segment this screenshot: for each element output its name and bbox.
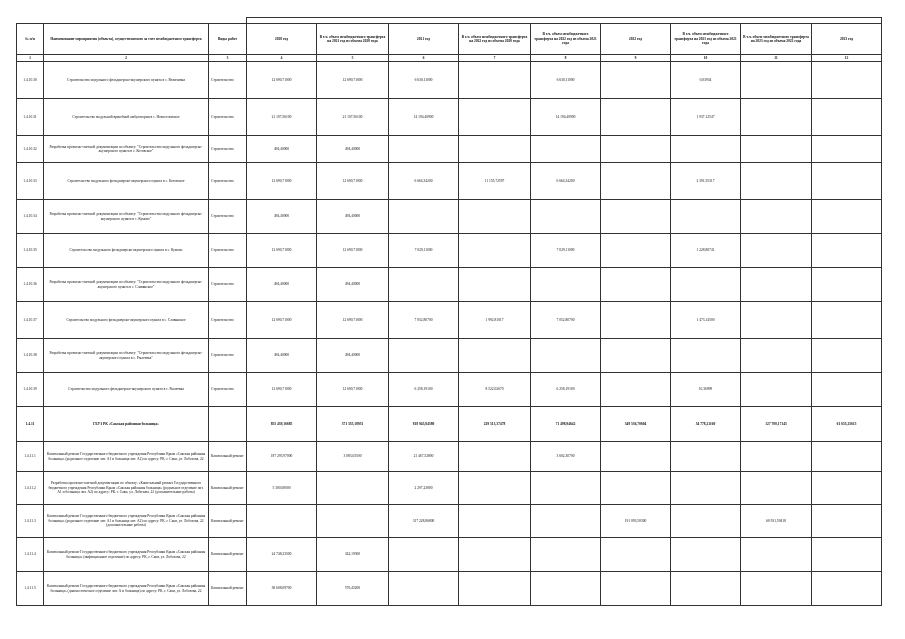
value-cell bbox=[389, 268, 459, 302]
value-cell bbox=[531, 268, 601, 302]
value-cell: 2 391,55317 bbox=[671, 163, 741, 200]
table-row bbox=[17, 234, 882, 268]
value-cell: 494,40000 bbox=[317, 136, 389, 163]
value-cell bbox=[812, 268, 882, 302]
table-row bbox=[17, 99, 882, 136]
column-number: 11 bbox=[741, 55, 812, 62]
value-cell: 2 297,23800 bbox=[389, 472, 459, 505]
table-row bbox=[17, 62, 882, 99]
row-name: Капитальный ремонт Государственного бюджетного учреждения Республики Крым «Сакская районная больница» (инфекционное отделение) по адресу: РК, г. Саки, ул. Лобозова, 22 bbox=[44, 538, 209, 572]
value-cell: 494,40000 bbox=[247, 339, 317, 373]
value-cell bbox=[812, 373, 882, 407]
value-cell: 1 937,12547 bbox=[671, 99, 741, 136]
value-cell: 6 258,19100 bbox=[389, 373, 459, 407]
row-index: 1.4.10.37 bbox=[17, 302, 44, 339]
budget-table bbox=[16, 17, 882, 606]
value-cell bbox=[601, 572, 671, 606]
value-cell bbox=[741, 302, 812, 339]
value-cell: 6 664,34200 bbox=[389, 163, 459, 200]
row-index: 1.4.10.30 bbox=[17, 62, 44, 99]
value-cell: 187 295,97000 bbox=[247, 442, 317, 472]
value-cell: 6 630,11000 bbox=[531, 62, 601, 99]
table-row bbox=[17, 268, 882, 302]
row-index: 1.4.10.35 bbox=[17, 234, 44, 268]
value-cell: 21 107,56100 bbox=[247, 99, 317, 136]
value-cell bbox=[317, 505, 389, 538]
value-cell: 61 655,25615 bbox=[812, 407, 882, 442]
value-cell bbox=[741, 200, 812, 234]
value-cell bbox=[812, 339, 882, 373]
value-cell bbox=[459, 200, 531, 234]
value-cell bbox=[459, 472, 531, 505]
value-cell bbox=[741, 373, 812, 407]
value-cell bbox=[389, 572, 459, 606]
value-cell: 317 228,86800 bbox=[389, 505, 459, 538]
value-cell: 21 467,52800 bbox=[389, 442, 459, 472]
value-cell bbox=[671, 442, 741, 472]
value-cell: 12 690,71000 bbox=[317, 373, 389, 407]
work-type: Строительство bbox=[209, 302, 247, 339]
value-cell bbox=[531, 538, 601, 572]
column-number: 9 bbox=[601, 55, 671, 62]
header-cell: В т.ч. объем межбюджетного трансферта на 2022 год из объема 2020 года bbox=[459, 24, 531, 55]
work-type: Капитальный ремонт bbox=[209, 572, 247, 606]
value-cell bbox=[671, 136, 741, 163]
work-type: Строительство bbox=[209, 373, 247, 407]
header-cell: 2020 год bbox=[247, 24, 317, 55]
value-cell: 12 690,71000 bbox=[247, 62, 317, 99]
row-index: 1.4.10.33 bbox=[17, 163, 44, 200]
value-cell bbox=[812, 136, 882, 163]
value-cell: 11 155,72597 bbox=[459, 163, 531, 200]
work-type: Строительство bbox=[209, 62, 247, 99]
column-number: 1 bbox=[17, 55, 44, 62]
header-cell: В т.ч. объем межбюджетного трансферта на 2022 год из объема 2021 года bbox=[531, 24, 601, 55]
value-cell bbox=[601, 136, 671, 163]
column-number: 4 bbox=[247, 55, 317, 62]
value-cell: 12 690,71000 bbox=[247, 373, 317, 407]
table-row bbox=[17, 163, 882, 200]
value-cell: 3 602,30700 bbox=[531, 442, 601, 472]
work-type: Строительство bbox=[209, 99, 247, 136]
row-name: ГБУЗ РК «Сакская районная больница» bbox=[44, 407, 209, 442]
row-index: 1.4.10.34 bbox=[17, 200, 44, 234]
value-cell bbox=[741, 62, 812, 99]
row-index: 1.4.10.31 bbox=[17, 99, 44, 136]
table-row bbox=[17, 442, 882, 472]
row-name: Разработка проектно-сметной документации по объекту: "Строительство модульного фельдшерско-акушерского пункта в с. Славянское" bbox=[44, 268, 209, 302]
work-type: Строительство bbox=[209, 234, 247, 268]
value-cell bbox=[459, 268, 531, 302]
row-name: Капитальный ремонт Государственного бюджетного учреждения Республики Крым «Сакская районная больница» (диагностическое отделение лит. А и больница) по адресу: РК, г. Саки, ул. Лобозова, 22 bbox=[44, 572, 209, 606]
value-cell bbox=[459, 572, 531, 606]
value-cell bbox=[531, 505, 601, 538]
value-cell: 371 355,18951 bbox=[317, 407, 389, 442]
value-cell: 12 690,71000 bbox=[317, 62, 389, 99]
row-index: 1.4.10.36 bbox=[17, 268, 44, 302]
value-cell: 6 258,19100 bbox=[531, 373, 601, 407]
value-cell: 3 083,03500 bbox=[317, 442, 389, 472]
header-cell: 2021 год bbox=[389, 24, 459, 55]
header-cell: В т.ч. объем межбюджетного трансферта на 2021 год из объема 2020 года bbox=[317, 24, 389, 55]
value-cell: 342,19300 bbox=[317, 538, 389, 572]
table-row bbox=[17, 302, 882, 339]
column-number: 10 bbox=[671, 55, 741, 62]
table-row bbox=[17, 572, 882, 606]
value-cell: 54 778,21160 bbox=[671, 407, 741, 442]
value-cell: 494,40000 bbox=[247, 200, 317, 234]
value-cell bbox=[741, 538, 812, 572]
header-cell: № п/п bbox=[17, 24, 44, 55]
column-number: 8 bbox=[531, 55, 601, 62]
value-cell bbox=[459, 99, 531, 136]
value-cell bbox=[812, 442, 882, 472]
table-row bbox=[17, 200, 882, 234]
work-type: Строительство bbox=[209, 163, 247, 200]
value-cell: 14 194,40900 bbox=[389, 99, 459, 136]
value-cell bbox=[389, 339, 459, 373]
row-index: 1.4.11.1 bbox=[17, 442, 44, 472]
value-cell bbox=[671, 268, 741, 302]
value-cell bbox=[459, 62, 531, 99]
header-cell: Наименование мероприятия (объекта), осуществляемого за счет межбюджетного трансферта bbox=[44, 24, 209, 55]
column-number-row bbox=[17, 55, 882, 62]
row-name: Строительство модульного фельдшерско-акушерского пункта в с. Величивка bbox=[44, 62, 209, 99]
row-name: Строительство модульного фельдшерско-акушерского пункта в с. Кумово bbox=[44, 234, 209, 268]
row-name: Разработка проектно-сметной документации по объекту: «Капитальный ремонт Государственного бюджетного учреждения Республики Крым «Сакская районная больница» (родильное отделение лит. А1 и больница лит. А2) по адресу: РК, г. Саки, ул. Лобозова, 22 (дополнительные работы) bbox=[44, 472, 209, 505]
value-cell bbox=[459, 136, 531, 163]
row-index: 1.4.10.38 bbox=[17, 339, 44, 373]
table-row bbox=[17, 136, 882, 163]
header-cell: Виды работ bbox=[209, 24, 247, 55]
value-cell bbox=[812, 62, 882, 99]
row-index: 1.4.10.39 bbox=[17, 373, 44, 407]
value-cell bbox=[601, 538, 671, 572]
value-cell bbox=[601, 442, 671, 472]
row-name: Строительство модульной врачебной амбулатории в с. Новоселовское bbox=[44, 99, 209, 136]
value-cell bbox=[671, 339, 741, 373]
table-row bbox=[17, 505, 882, 538]
column-number: 12 bbox=[812, 55, 882, 62]
value-cell bbox=[812, 163, 882, 200]
header-cell: 2023 год bbox=[812, 24, 882, 55]
value-cell bbox=[389, 538, 459, 572]
value-cell bbox=[812, 505, 882, 538]
value-cell: 12 690,71000 bbox=[247, 302, 317, 339]
value-cell bbox=[531, 200, 601, 234]
value-cell bbox=[741, 136, 812, 163]
value-cell bbox=[531, 339, 601, 373]
value-cell: 576,45200 bbox=[317, 572, 389, 606]
row-name: Капитальный ремонт Государственного бюджетного учреждения Республики Крым «Сакская районная больница» (родильное отделение лит. А1 и больница лит. А2) по адресу: РК, г. Саки, ул. Лобозова, 22 (дополнительные работы) bbox=[44, 505, 209, 538]
value-cell bbox=[671, 538, 741, 572]
value-cell bbox=[812, 99, 882, 136]
column-number: 6 bbox=[389, 55, 459, 62]
value-cell bbox=[601, 200, 671, 234]
value-cell: 7 029,11000 bbox=[531, 234, 601, 268]
value-cell bbox=[812, 472, 882, 505]
value-cell bbox=[601, 302, 671, 339]
work-type: Капитальный ремонт bbox=[209, 472, 247, 505]
value-cell: 0,03934 bbox=[671, 62, 741, 99]
row-index: 1.4.11.3 bbox=[17, 505, 44, 538]
value-cell: 60 931,59418 bbox=[741, 505, 812, 538]
header-cell: В т.ч. объем межбюджетного трансферта на 2023 год из объема 2022 года bbox=[741, 24, 812, 55]
row-name: Капитальный ремонт Государственного бюджетного учреждения Республики Крым «Сакская районная больница» (родильное отделение лит. А1 и больница лит. А2) по адресу: РК, г. Саки, ул. Лобозова, 22 bbox=[44, 442, 209, 472]
value-cell: 7 052,80700 bbox=[531, 302, 601, 339]
value-cell bbox=[671, 200, 741, 234]
column-number: 5 bbox=[317, 55, 389, 62]
value-cell bbox=[741, 472, 812, 505]
value-cell bbox=[741, 99, 812, 136]
value-cell: 7 029,11000 bbox=[389, 234, 459, 268]
table-row bbox=[17, 538, 882, 572]
value-cell: 6 664,34200 bbox=[531, 163, 601, 200]
value-cell: 494,40000 bbox=[317, 339, 389, 373]
value-cell: 71 498,94642 bbox=[531, 407, 601, 442]
value-cell: 12 690,71000 bbox=[247, 234, 317, 268]
value-cell: 38 608,09700 bbox=[247, 572, 317, 606]
value-cell: 12 690,71000 bbox=[317, 302, 389, 339]
value-cell bbox=[459, 339, 531, 373]
row-index: 1.4.10.32 bbox=[17, 136, 44, 163]
value-cell bbox=[317, 472, 389, 505]
work-type: Строительство bbox=[209, 200, 247, 234]
row-index: 1.4.11 bbox=[17, 407, 44, 442]
value-cell: 494,40000 bbox=[317, 200, 389, 234]
value-cell: 191 093,50300 bbox=[601, 505, 671, 538]
value-cell bbox=[601, 234, 671, 268]
value-cell: 855 439,16685 bbox=[247, 407, 317, 442]
value-cell bbox=[671, 572, 741, 606]
value-cell bbox=[601, 339, 671, 373]
value-cell bbox=[601, 163, 671, 200]
value-cell bbox=[389, 136, 459, 163]
row-name: Разработка проектно-сметной документации по объекту: "Строительство модульного фельдшерско-акушерского пункта в с. Рылеевка" bbox=[44, 339, 209, 373]
value-cell: 349 536,70604 bbox=[601, 407, 671, 442]
value-cell: 21 107,56100 bbox=[317, 99, 389, 136]
value-cell bbox=[741, 339, 812, 373]
row-name: Строительство модульного фельдшерско-акушерского пункта в с. Рылеевка bbox=[44, 373, 209, 407]
value-cell: 12 690,71000 bbox=[247, 163, 317, 200]
value-cell bbox=[459, 234, 531, 268]
value-cell bbox=[459, 505, 531, 538]
value-cell: 229 513,37478 bbox=[459, 407, 531, 442]
table-row bbox=[17, 407, 882, 442]
value-cell bbox=[601, 62, 671, 99]
column-number: 7 bbox=[459, 55, 531, 62]
table-body bbox=[17, 62, 882, 606]
value-cell bbox=[812, 572, 882, 606]
value-cell: 818 945,84580 bbox=[389, 407, 459, 442]
work-type: Строительство bbox=[209, 339, 247, 373]
header-row bbox=[17, 24, 882, 55]
value-cell bbox=[671, 472, 741, 505]
table-row bbox=[17, 373, 882, 407]
value-cell bbox=[812, 302, 882, 339]
work-type: Капитальный ремонт bbox=[209, 505, 247, 538]
row-name: Строительство модульного фельдшерско-акушерского пункта в с. Славянское bbox=[44, 302, 209, 339]
value-cell bbox=[459, 442, 531, 472]
value-cell bbox=[531, 136, 601, 163]
value-cell: 10,36999 bbox=[671, 373, 741, 407]
value-cell: 1 228,80741 bbox=[671, 234, 741, 268]
value-cell: 7 052,80700 bbox=[389, 302, 459, 339]
value-cell: 5 300,00000 bbox=[247, 472, 317, 505]
value-cell bbox=[741, 442, 812, 472]
row-name: Разработка проектно-сметной документации по объекту: "Строительство модульного фельдшерско-акушерского пункта в с. Кумово" bbox=[44, 200, 209, 234]
row-index: 1.4.11.2 bbox=[17, 472, 44, 505]
value-cell bbox=[741, 268, 812, 302]
value-cell bbox=[741, 163, 812, 200]
value-cell: 1 473,14500 bbox=[671, 302, 741, 339]
table-row bbox=[17, 472, 882, 505]
value-cell bbox=[459, 538, 531, 572]
value-cell bbox=[601, 99, 671, 136]
value-cell: 494,40000 bbox=[317, 268, 389, 302]
table-row bbox=[17, 339, 882, 373]
value-cell bbox=[601, 373, 671, 407]
value-cell bbox=[601, 268, 671, 302]
value-cell bbox=[741, 234, 812, 268]
row-name: Строительство модульного фельдшерско-акушерского пункта в с. Котовское bbox=[44, 163, 209, 200]
value-cell: 24 748,23500 bbox=[247, 538, 317, 572]
value-cell: 1 992,81017 bbox=[459, 302, 531, 339]
value-cell bbox=[812, 538, 882, 572]
value-cell bbox=[601, 472, 671, 505]
header-cell: 2022 год bbox=[601, 24, 671, 55]
header-cell: В т.ч. объем межбюджетного трансферта на 2023 год из объема 2021 года bbox=[671, 24, 741, 55]
value-cell bbox=[531, 572, 601, 606]
value-cell: 14 194,40900 bbox=[531, 99, 601, 136]
column-number: 3 bbox=[209, 55, 247, 62]
value-cell: 6 630,11000 bbox=[389, 62, 459, 99]
row-index: 1.4.11.4 bbox=[17, 538, 44, 572]
value-cell bbox=[531, 472, 601, 505]
work-type: Строительство bbox=[209, 268, 247, 302]
row-name: Разработка проектно-сметной документации по объекту: "Строительство модульного фельдшерско-акушерского пункта в с. Котовское" bbox=[44, 136, 209, 163]
value-cell bbox=[812, 234, 882, 268]
value-cell bbox=[671, 505, 741, 538]
value-cell: 494,40000 bbox=[247, 268, 317, 302]
value-cell: 8 522,02670 bbox=[459, 373, 531, 407]
value-cell bbox=[741, 572, 812, 606]
work-type: Капитальный ремонт bbox=[209, 538, 247, 572]
work-type: Капитальный ремонт bbox=[209, 442, 247, 472]
value-cell: 12 690,71000 bbox=[317, 163, 389, 200]
value-cell: 12 690,71000 bbox=[317, 234, 389, 268]
value-cell: 127 700,17145 bbox=[741, 407, 812, 442]
value-cell: 494,40000 bbox=[247, 136, 317, 163]
value-cell bbox=[812, 200, 882, 234]
column-number: 2 bbox=[44, 55, 209, 62]
value-cell bbox=[247, 505, 317, 538]
work-type bbox=[209, 407, 247, 442]
row-index: 1.4.11.5 bbox=[17, 572, 44, 606]
work-type: Строительство bbox=[209, 136, 247, 163]
value-cell bbox=[389, 200, 459, 234]
